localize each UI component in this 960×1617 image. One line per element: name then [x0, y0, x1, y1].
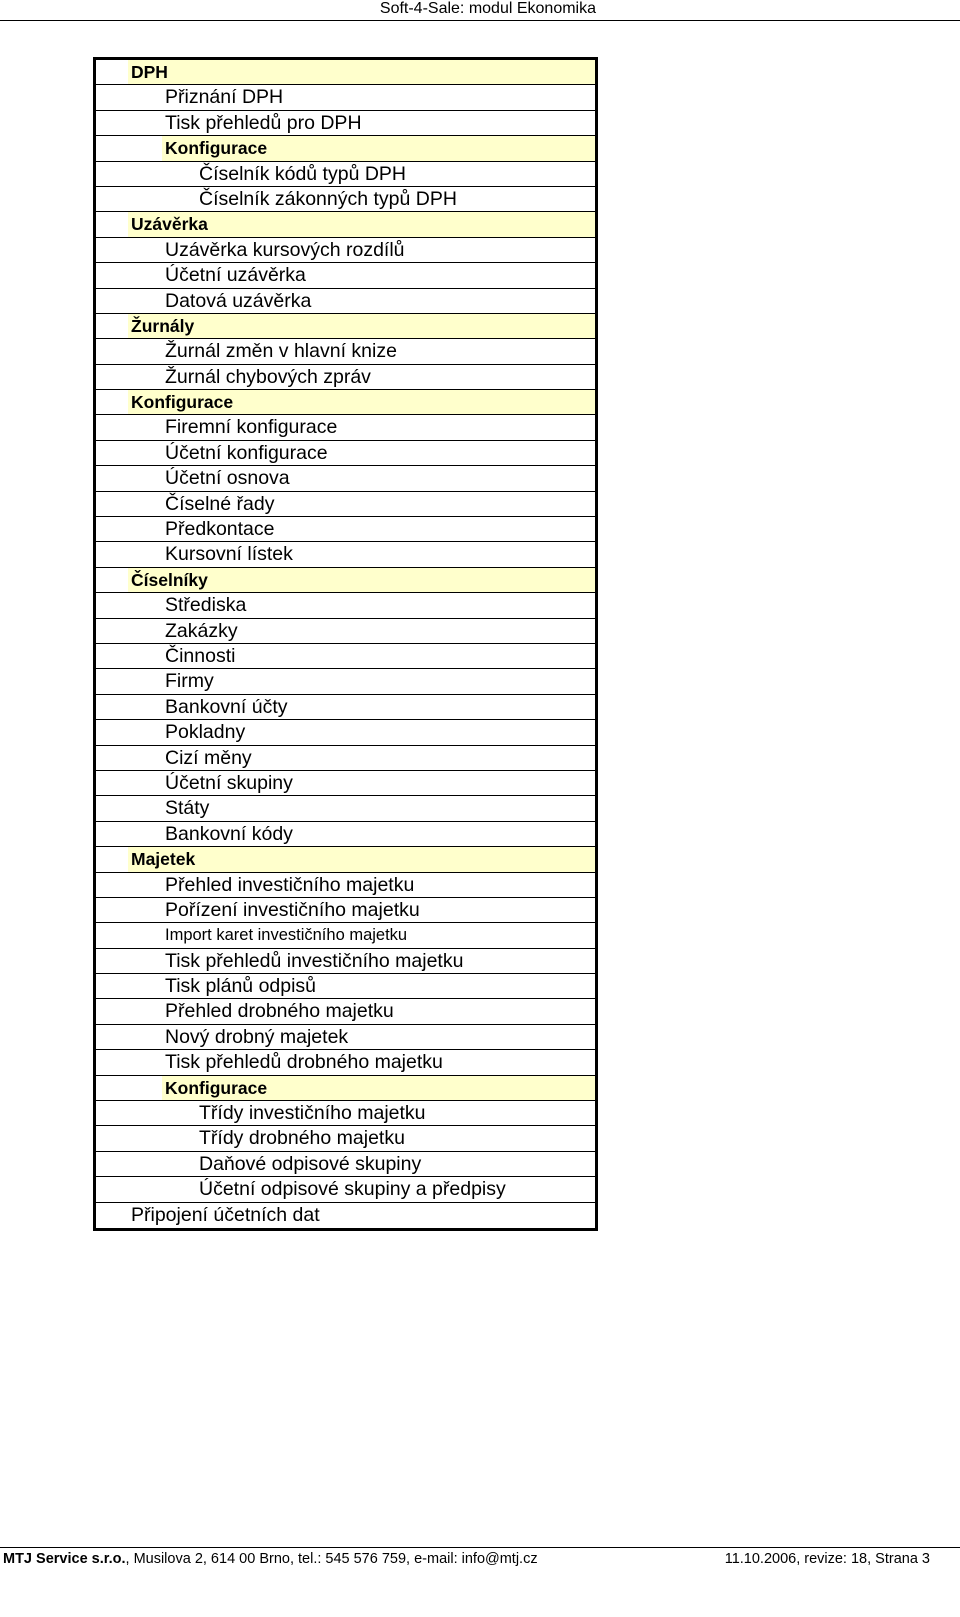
- menu-item-row: [96, 771, 595, 796]
- menu-item-label: Předkontace: [165, 518, 275, 541]
- menu-item-label: Zakázky: [165, 619, 238, 642]
- menu-item-label: Pokladny: [165, 721, 246, 744]
- footer-contact: [3, 1548, 538, 1570]
- menu-item-label: Import karet investičního majetku: [165, 926, 408, 945]
- menu-item-label: Účetní odpisové skupiny a předpisy: [199, 1178, 506, 1201]
- menu-item-label: Připojení účetních dat: [131, 1203, 320, 1226]
- menu-item-row: [96, 796, 595, 821]
- menu-item-label: Třídy drobného majetku: [199, 1127, 405, 1150]
- section-highlight: [128, 314, 595, 338]
- menu-item-row: [96, 492, 595, 517]
- menu-item-label: Daňové odpisové skupiny: [199, 1152, 422, 1175]
- menu-item-row: [96, 898, 595, 923]
- menu-item-row: [96, 720, 595, 745]
- menu-item-row: [96, 746, 595, 771]
- menu-item-label: Bankovní účty: [165, 695, 288, 718]
- menu-item-row: [96, 619, 595, 644]
- menu-item-row: [96, 365, 595, 390]
- menu-item-row: [96, 593, 595, 618]
- menu-section-label: Číselníky: [131, 569, 208, 590]
- menu-item-label: Číselné řady: [165, 492, 275, 515]
- menu-section-row: [96, 847, 595, 872]
- menu-item-label: Nový drobný majetek: [165, 1025, 349, 1048]
- menu-item-row: [96, 873, 595, 898]
- section-highlight: [162, 1076, 595, 1100]
- menu-item-label: Přiznání DPH: [165, 86, 284, 109]
- menu-item-row: [96, 822, 595, 847]
- menu-section-row: [96, 1076, 595, 1101]
- menu-item-label: Kursovní lístek: [165, 543, 293, 566]
- menu-item-label: Žurnál změn v hlavní knize: [165, 340, 397, 363]
- menu-section-row: [96, 314, 595, 339]
- menu-item-row: [96, 85, 595, 110]
- section-highlight: [128, 847, 595, 871]
- menu-section-label: Konfigurace: [131, 392, 234, 413]
- menu-item-row: [96, 238, 595, 263]
- menu-section-label: Konfigurace: [165, 138, 268, 159]
- page-header: [0, 0, 960, 21]
- menu-item-row: [96, 999, 595, 1024]
- menu-item-row: [96, 187, 595, 212]
- section-highlight: [128, 568, 595, 592]
- menu-item-label: Účetní skupiny: [165, 771, 293, 794]
- menu-item-label: Přehled investičního majetku: [165, 873, 415, 896]
- menu-item-label: Firemní konfigurace: [165, 416, 338, 439]
- menu-item-label: Číselník kódů typů DPH: [199, 162, 407, 185]
- section-highlight: [162, 136, 595, 160]
- menu-item-row: [96, 1203, 595, 1228]
- menu-item-label: Bankovní kódy: [165, 822, 293, 845]
- menu-item-label: Účetní konfigurace: [165, 441, 328, 464]
- menu-item-label: Cizí měny: [165, 746, 252, 769]
- menu-item-label: Státy: [165, 797, 210, 820]
- menu-item-row: [96, 1152, 595, 1177]
- menu-item-label: Firmy: [165, 670, 214, 693]
- menu-section-row: [96, 390, 595, 415]
- menu-section-row: [96, 60, 595, 85]
- menu-item-label: Datová uzávěrka: [165, 289, 312, 312]
- footer-company: MTJ Service s.r.o.: [3, 1551, 126, 1567]
- menu-item-row: [96, 949, 595, 974]
- document-title: Soft-4-Sale: modul Ekonomika: [379, 0, 596, 17]
- menu-section-label: DPH: [131, 62, 168, 82]
- menu-item-label: Přehled drobného majetku: [165, 1000, 394, 1023]
- menu-item-row: [96, 466, 595, 491]
- page-footer: [0, 1547, 960, 1570]
- menu-item-row: [96, 415, 595, 440]
- menu-item-row: [96, 162, 595, 187]
- menu-section-label: Majetek: [131, 849, 196, 870]
- menu-item-row: [96, 644, 595, 669]
- menu-section-label: Žurnály: [131, 315, 195, 336]
- menu-item-row: [96, 1126, 595, 1151]
- menu-item-row: [96, 1101, 595, 1126]
- menu-structure-table: [93, 57, 598, 1231]
- menu-item-row: [96, 289, 595, 314]
- menu-item-label: Tisk přehledů drobného majetku: [165, 1051, 443, 1074]
- menu-item-label: Tisk přehledů pro DPH: [165, 111, 362, 134]
- menu-section-row: [96, 136, 595, 161]
- footer-revision: 11.10.2006, revize: 18, Strana 3: [724, 1551, 930, 1567]
- menu-item-label: Pořízení investičního majetku: [165, 898, 420, 921]
- menu-item-row: [96, 923, 595, 948]
- section-highlight: [128, 60, 595, 84]
- menu-item-label: Číselník zákonných typů DPH: [199, 187, 457, 210]
- section-highlight: [128, 212, 595, 236]
- menu-item-label: Účetní osnova: [165, 467, 290, 490]
- menu-item-label: Třídy investičního majetku: [199, 1102, 426, 1125]
- menu-item-label: Tisk plánů odpisů: [165, 975, 317, 998]
- menu-item-label: Činnosti: [165, 644, 236, 667]
- menu-item-row: [96, 441, 595, 466]
- menu-item-row: [96, 1050, 595, 1075]
- menu-section-row: [96, 212, 595, 237]
- footer-address: , Musilova 2, 614 00 Brno, tel.: 545 576 759, e-mail: info@mtj.cz: [125, 1551, 538, 1567]
- menu-section-row: [96, 568, 595, 593]
- menu-item-label: Střediska: [165, 594, 247, 617]
- menu-item-row: [96, 974, 595, 999]
- menu-item-label: Účetní uzávěrka: [165, 264, 306, 287]
- menu-section-label: Konfigurace: [165, 1077, 268, 1098]
- menu-item-row: [96, 263, 595, 288]
- menu-item-row: [96, 542, 595, 567]
- menu-item-row: [96, 695, 595, 720]
- menu-item-label: Tisk přehledů investičního majetku: [165, 949, 464, 972]
- section-highlight: [128, 390, 595, 414]
- menu-item-row: [96, 111, 595, 136]
- menu-section-label: Uzávěrka: [131, 214, 208, 235]
- menu-item-row: [96, 339, 595, 364]
- menu-item-row: [96, 517, 595, 542]
- menu-item-row: [96, 669, 595, 694]
- menu-item-label: Žurnál chybových zpráv: [165, 365, 371, 388]
- menu-item-row: [96, 1025, 595, 1050]
- menu-item-row: [96, 1177, 595, 1202]
- menu-item-label: Uzávěrka kursových rozdílů: [165, 238, 405, 261]
